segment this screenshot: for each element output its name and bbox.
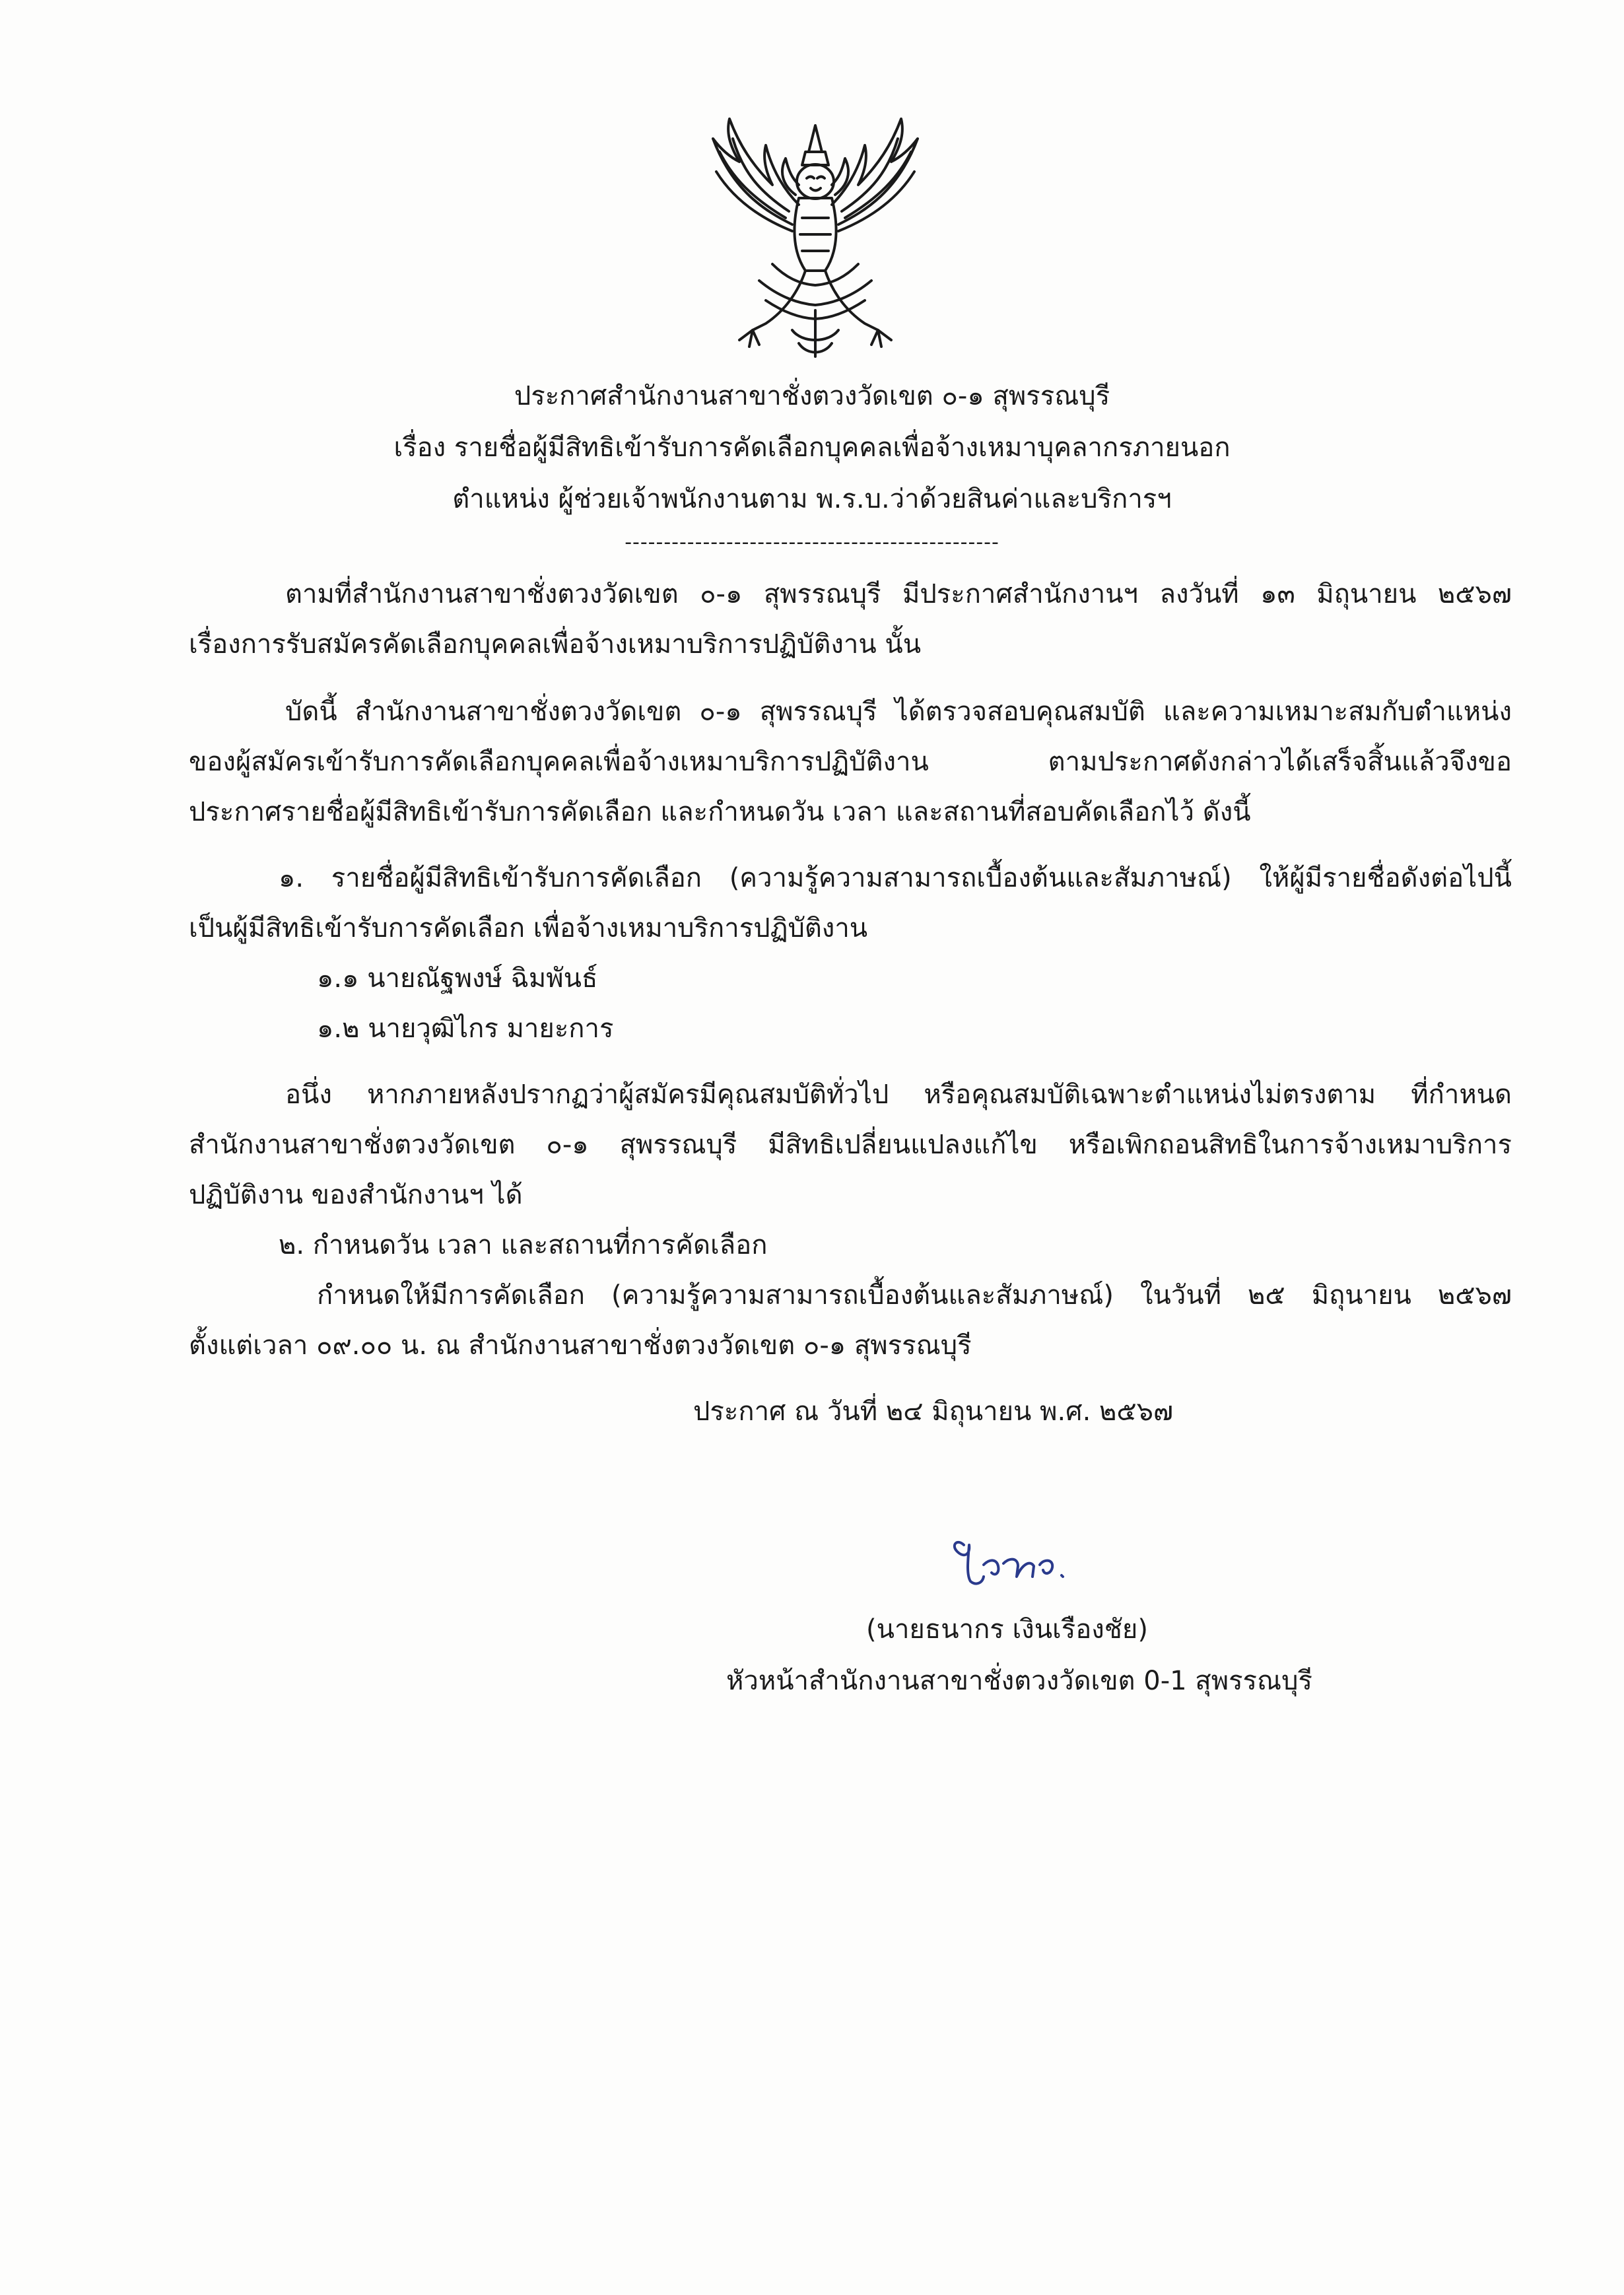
- announcement-subject: เรื่อง รายชื่อผู้มีสิทธิเข้ารับการคัดเลือกบุคคลเพื่อจ้างเหมาบุคลากรภายนอก: [393, 432, 1231, 463]
- section-2-line-1: กำหนดให้มีการคัดเลือก (ความรู้ความสามารถเบื้องต้นและสัมภาษณ์) ในวันที่ ๒๕ มิถุนายน ๒๕๖๗: [317, 1280, 1512, 1311]
- paragraph-3-line-1: อนึ่ง หากภายหลังปรากฏว่าผู้สมัครมีคุณสมบัติทั่วไป หรือคุณสมบัติเฉพาะตำแหน่งไม่ตรงตาม ที่กำหนด: [285, 1079, 1512, 1110]
- announcement-title: ประกาศสำนักงานสาขาชั่งตวงวัดเขต ๐-๑ สุพรรณบุรี: [514, 381, 1110, 411]
- paragraph-2-line-3: ประกาศรายชื่อผู้มีสิทธิเข้ารับการคัดเลือก และกำหนดวัน เวลา และสถานที่สอบคัดเลือกไว้ ดังนี้: [189, 797, 1251, 827]
- signer-title: หัวหน้าสำนักงานสาขาชั่งตวงวัดเขต 0-1 สุพรรณบุรี: [726, 1666, 1313, 1696]
- section-1-line-1: ๑. รายชื่อผู้มีสิทธิเข้ารับการคัดเลือก (ความรู้ความสามารถเบื้องต้นและสัมภาษณ์) ให้ผู้มีรายชื่อดังต่อไปนี้: [279, 863, 1512, 893]
- handwritten-signature: [944, 1525, 1089, 1591]
- announcement-position: ตำแหน่ง ผู้ช่วยเจ้าพนักงานตาม พ.ร.บ.ว่าด้วยสินค่าและบริการฯ: [452, 484, 1172, 514]
- header-divider: ------------------------------------------------: [625, 531, 999, 554]
- section-2-heading: ๒. กำหนดวัน เวลา และสถานที่การคัดเลือก: [279, 1230, 768, 1260]
- paragraph-3-line-2: สำนักงานสาขาชั่งตวงวัดเขต ๐-๑ สุพรรณบุรี มีสิทธิเปลี่ยนแปลงแก้ไข หรือเพิกถอนสิทธิในการจ้างเหมาบริการ: [189, 1130, 1512, 1160]
- section-2-line-2: ตั้งแต่เวลา ๐๙.๐๐ น. ณ สำนักงานสาขาชั่งตวงวัดเขต ๐-๑ สุพรรณบุรี: [189, 1330, 972, 1361]
- paragraph-1-line-2: เรื่องการรับสมัครคัดเลือกบุคคลเพื่อจ้างเหมาบริการปฏิบัติงาน นั้น: [189, 629, 922, 660]
- candidate-item: ๑.๒ นายวุฒิไกร มายะการ: [317, 1013, 614, 1044]
- paragraph-1-line-1: ตามที่สำนักงานสาขาชั่งตวงวัดเขต ๐-๑ สุพรรณบุรี มีประกาศสำนักงานฯ ลงวันที่ ๑๓ มิถุนายน ๒๕๖๗: [285, 579, 1512, 609]
- announcement-date: ประกาศ ณ วันที่ ๒๔ มิถุนายน พ.ศ. ๒๕๖๗: [693, 1396, 1174, 1427]
- candidate-item: ๑.๑ นายณัฐพงษ์ ฉิมพันธ์: [317, 963, 598, 994]
- paragraph-3-line-3: ปฏิบัติงาน ของสำนักงานฯ ได้: [189, 1180, 523, 1210]
- paragraph-2-line-2: ของผู้สมัครเข้ารับการคัดเลือกบุคคลเพื่อจ้างเหมาบริการปฏิบัติงาน ตามประกาศดังกล่าวได้เสร็จสิ้นแล้วจึงขอ: [189, 747, 1512, 777]
- signer-name: (นายธนากร เงินเรืองชัย): [866, 1614, 1148, 1645]
- section-1-line-2: เป็นผู้มีสิทธิเข้ารับการคัดเลือก เพื่อจ้างเหมาบริการปฏิบัติงาน: [189, 913, 868, 943]
- garuda-emblem-icon: [693, 112, 937, 363]
- paragraph-2-line-1: บัดนี้ สำนักงานสาขาชั่งตวงวัดเขต ๐-๑ สุพรรณบุรี ได้ตรวจสอบคุณสมบัติ และความเหมาะสมกับตำแหน่ง: [285, 697, 1512, 727]
